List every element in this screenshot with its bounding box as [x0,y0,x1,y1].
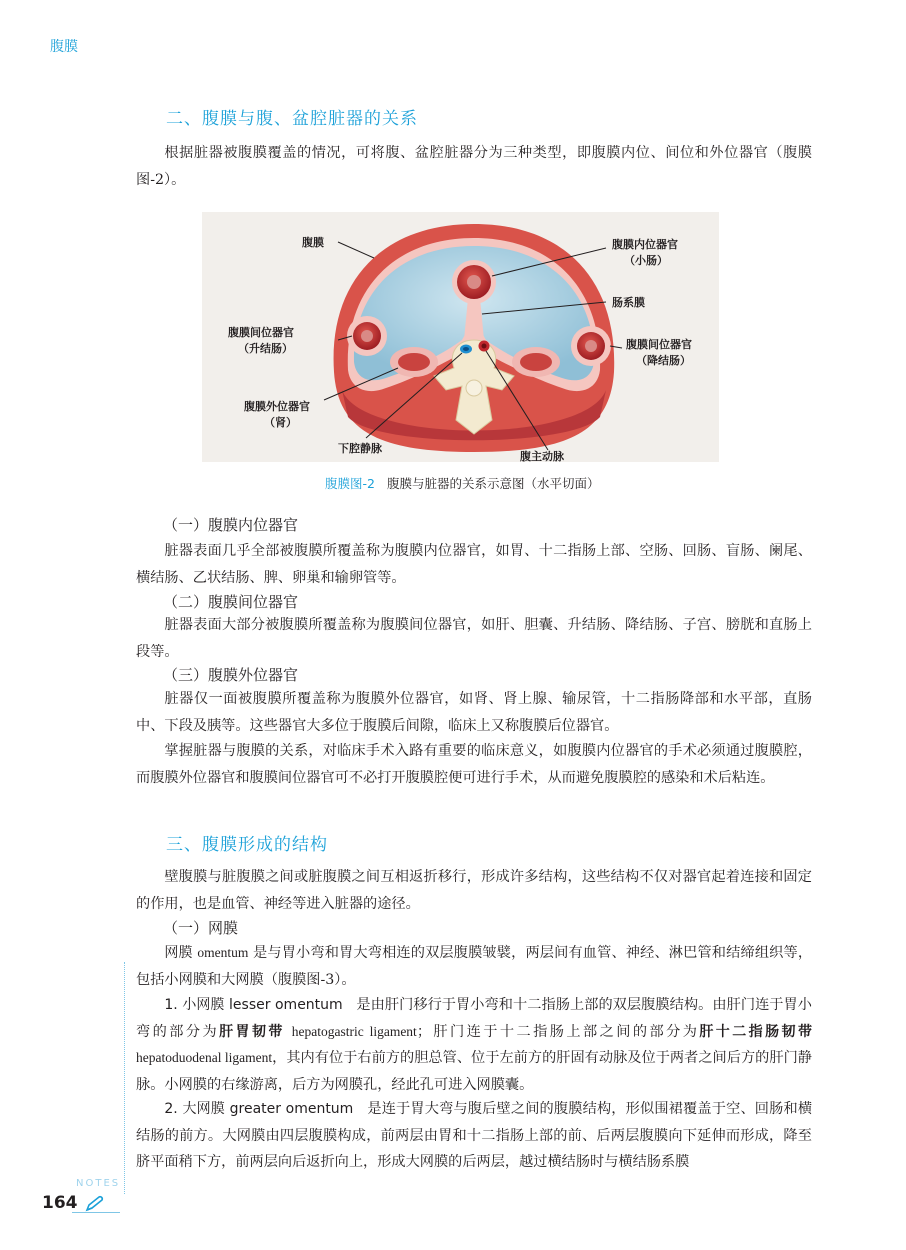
section-title-organ-relations: 二、腹膜与腹、盆腔脏器的关系 [166,109,418,129]
subtitle-omentum: （一）网膜 [163,919,239,937]
label-extra-organ-sub: （肾） [264,416,297,429]
term-hepatogastric: 肝胃韧带 [219,1023,285,1040]
term-greater-omentum-en: greater omentum [229,1101,354,1117]
page-number: 164 [42,1193,78,1213]
term-lesser-omentum: 小网膜 [182,997,225,1013]
label-mesentery: 肠系膜 [612,296,645,309]
lesser-text-3: ，其内有位于右前方的胆总管、位于左前方的肝固有动脉及位于两者之间后方的肝门静脉。小网膜的右缘游离，后方为网膜孔，经此孔可进入网膜囊。 [136,1050,812,1093]
omentum-body [136,940,812,993]
term-omentum: 网膜 [164,945,193,961]
label-ivc: 下腔静脉 [338,442,382,455]
term-hepatogastric-en: hepatogastric ligament [291,1023,417,1039]
subtitle-extraperitoneal: （三）腹膜外位器官 [163,666,299,684]
lesser-omentum-body [136,992,812,1098]
label-inter-left-sub: （升结肠） [238,342,293,355]
greater-text: 是连于胃大弯与腹后壁之间的腹膜结构，形似围裙覆盖于空、回肠和横结肠的前方。大网膜由四层腹膜构成，前两层由胃和十二指肠上部的前、后两层腹膜向下延伸而形成，降至脐平面稍下方，前两层向后返折向上，形成大网膜的后两层，越过横结肠时与横结肠系膜 [136,1101,813,1170]
term-greater-omentum: 大网膜 [182,1101,225,1117]
section3-intro: 壁腹膜与脏腹膜之间或脏腹膜之间互相返折移行，形成许多结构，这些结构不仅对器官起着连接和固定的作用，也是血管、神经等进入脏器的途径。 [136,869,812,912]
omentum-text: 是与胃小弯和胃大弯相连的双层腹膜皱襞，两层间有血管、神经、淋巴管和结缔组织等，包括小网膜和大网膜（腹膜图-3）。 [136,945,813,988]
lesser-num: 1. [164,997,178,1013]
figure-number: 腹膜图-2 [325,476,375,491]
subtitle-interperitoneal: （二）腹膜间位器官 [163,593,299,611]
pencil-icon [84,1195,106,1213]
label-intra-organ-sub: （小肠） [624,254,668,267]
cross-section-diagram [202,212,719,462]
label-aorta: 腹主动脉 [520,450,564,462]
notes-label: NOTES [76,1178,121,1189]
term-hepatoduodenal-en: hepatoduodenal ligament [136,1050,273,1065]
subtitle-intraperitoneal: （一）腹膜内位器官 [163,516,299,534]
running-head: 腹膜 [50,39,78,55]
term-omentum-en: omentum [197,945,249,960]
label-inter-right-sub: （降结肠） [636,354,691,367]
label-inter-right: 腹膜间位器官 [626,338,692,351]
lesser-text-2: ；肝门连于十二指肠上部之间的部分为 [416,1023,700,1040]
greater-num: 2. [164,1101,178,1117]
footer-rule [72,1212,120,1213]
figure-caption [325,474,599,492]
extraperitoneal-body: 脏器仅一面被腹膜所覆盖称为腹膜外位器官，如肾、肾上腺、输尿管，十二指肠降部和水平部，直肠中、下段及胰等。这些器官大多位于腹膜后间隙，临床上又称腹膜后位器官。 [136,691,812,734]
term-hepatoduodenal: 肝十二指肠韧带 [699,1023,812,1040]
term-lesser-omentum-en: lesser omentum [229,997,343,1013]
label-extra-organ: 腹膜外位器官 [244,400,310,413]
section-title-structures: 三、腹膜形成的结构 [166,835,328,855]
figure-peritoneum-organs [202,212,719,462]
label-inter-left: 腹膜间位器官 [228,326,294,339]
margin-notes-rule [124,962,125,1194]
figure-caption-text: 腹膜与脏器的关系示意图（水平切面） [386,476,600,491]
label-peritoneum: 腹膜 [302,236,324,249]
intraperitoneal-body: 脏器表面几乎全部被腹膜所覆盖称为腹膜内位器官，如胃、十二指肠上部、空肠、回肠、盲肠、阑尾、横结肠、乙状结肠、脾、卵巢和输卵管等。 [136,543,812,586]
lesser-text-1: 是由肝门移行于胃小弯和十二指肠上部的双层腹膜结构。由肝门连于胃小弯的部分为 [136,997,812,1040]
section2-intro: 根据脏器被腹膜覆盖的情况，可将腹、盆腔脏器分为三种类型，即腹膜内位、间位和外位器官（腹膜图-2）。 [136,145,812,188]
greater-omentum-body [136,1096,812,1176]
label-intra-organ: 腹膜内位器官 [612,238,678,251]
interperitoneal-body: 脏器表面大部分被腹膜所覆盖称为腹膜间位器官，如肝、胆囊、升结肠、降结肠、子宫、膀胱和直肠上段等。 [136,617,812,660]
clinical-significance: 掌握脏器与腹膜的关系，对临床手术入路有重要的临床意义，如腹膜内位器官的手术必须通过腹膜腔，而腹膜外位器官和腹膜间位器官可不必打开腹膜腔便可进行手术，从而避免腹膜腔的感染和术后粘连。 [136,743,812,786]
